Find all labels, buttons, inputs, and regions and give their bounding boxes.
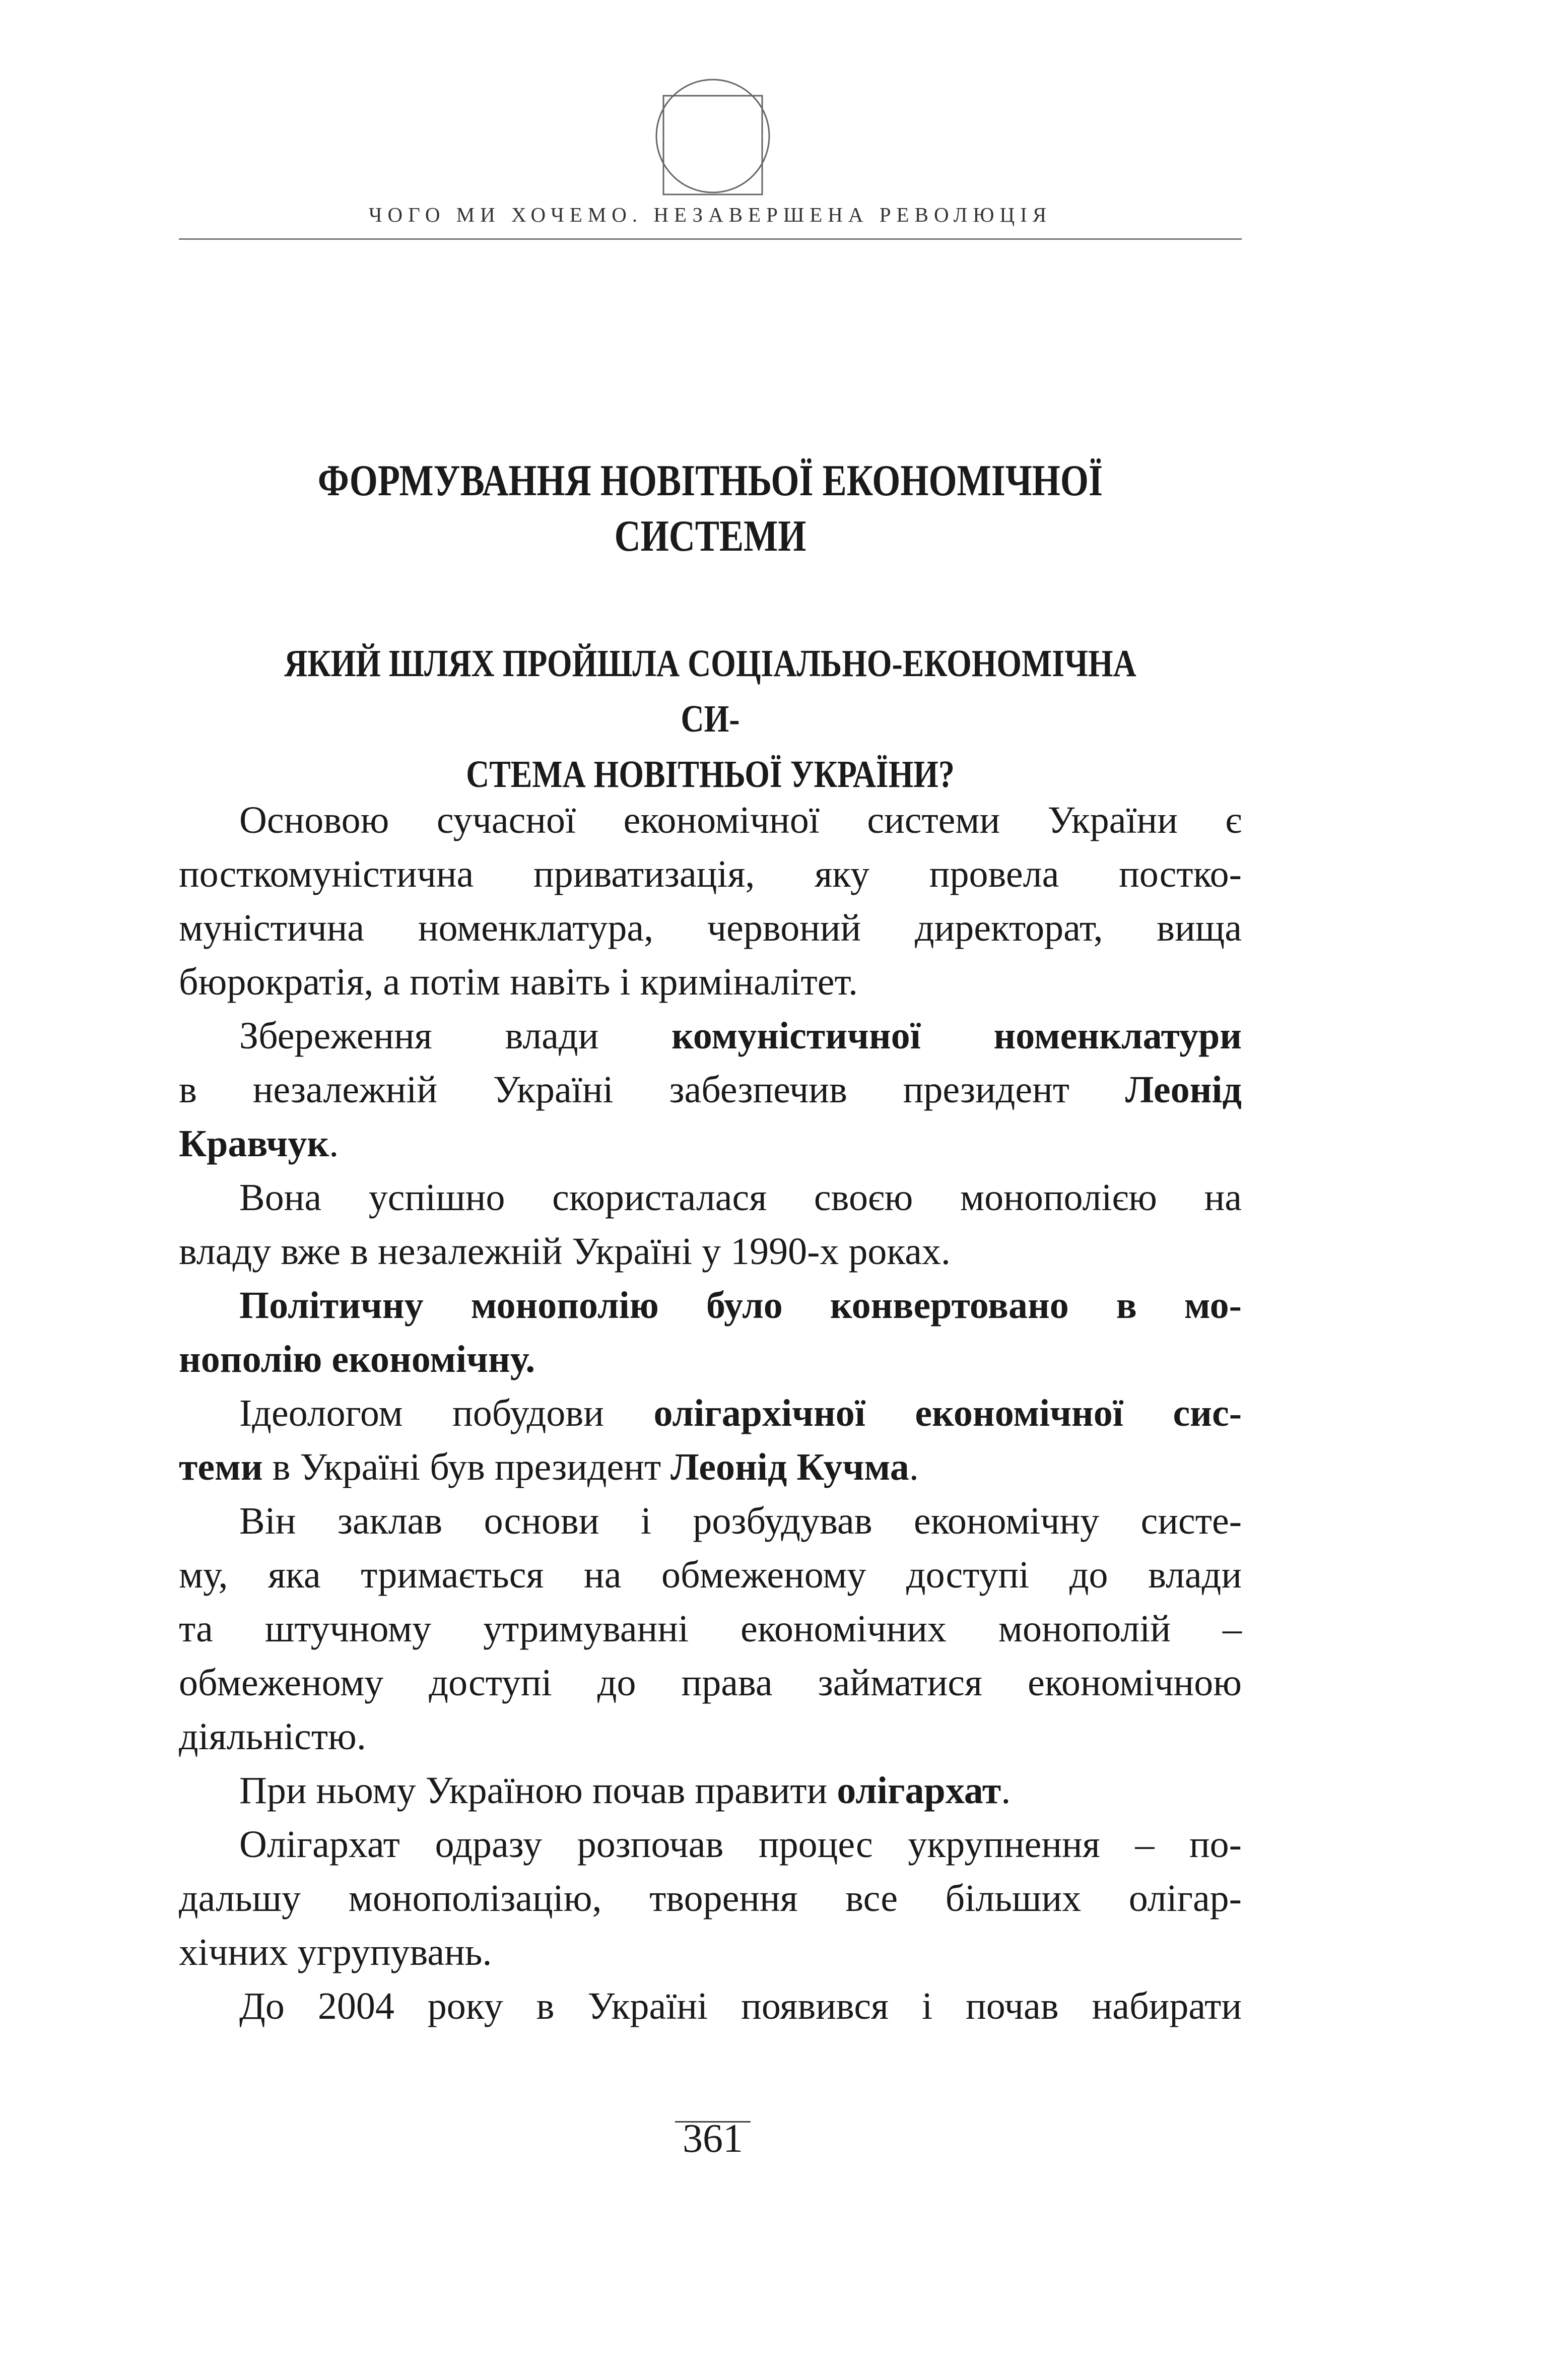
text-line: дальшу монополізацію, творення все більших олігар- [179,1877,1242,1920]
bold-term: олігархічної економічної сис- [653,1392,1242,1434]
chapter-title [275,453,1146,564]
text-line: Він заклав основи і розбудував економічну систе- [239,1500,1242,1542]
bold-term: комуністичної номенклатури [671,1015,1242,1057]
text-line: обмеженому доступі до права займатися економічною [179,1662,1242,1704]
body-text [179,794,1242,2033]
text-line [179,1386,1242,1440]
page-number: 361 [683,2117,743,2161]
text-line [179,1117,1242,1171]
text-run: Збереження влади [239,1015,672,1057]
text-run: в Україні був президент [262,1446,671,1488]
bold-term: теми [179,1446,263,1488]
text-line: му, яка тримається на обмеженому доступі до влади [179,1554,1242,1596]
text-run: . [329,1122,339,1165]
bold-term: Леонід [1125,1069,1242,1111]
bold-term: Кравчук [179,1122,329,1165]
text-line: До 2004 року в Україні появився і почав набирати [239,1985,1242,2027]
text-run: . [1001,1769,1011,1812]
text-line: бюрократія, а потім навіть і криміналітет. [179,961,858,1003]
text-line [179,1063,1242,1117]
text-line: посткомуністична приватизація, яку провела постко- [179,853,1242,895]
text-line [179,1009,1242,1063]
chapter-title-line: ФОРМУВАННЯ НОВІТНЬОЇ ЕКОНОМІЧНОЇ [317,456,1103,505]
text-line: муністична номенклатура, червоний директорат, вища [179,907,1242,949]
text-line: Олігархат одразу розпочав процес укрупнення – по- [239,1823,1242,1866]
chapter-title-line: СИСТЕМИ [614,512,806,561]
text-line: діяльністю. [179,1715,366,1758]
text-line: Політичну монополію було конвертовано в мо- [239,1284,1242,1327]
text-run: в незалежній Україні забезпечив президент [179,1069,1125,1111]
text-line: нополію економічну. [179,1338,535,1380]
section-title-line: ЯКИЙ ШЛЯХ ПРОЙШЛА СОЦІАЛЬНО-ЕКОНОМІЧНА СИ- [284,642,1136,740]
header-rule [179,238,1242,240]
section-title-line: СТЕМА НОВІТНЬОЇ УКРАЇНИ? [466,753,955,796]
text-line: Основою сучасної економічної системи України є [239,799,1242,841]
text-line: владу вже в незалежній Україні у 1990-х роках. [179,1230,951,1273]
text-line: Вона успішно скористалася своєю монополією на [239,1176,1242,1219]
bold-term: олігархат [837,1769,1001,1812]
text-run: При ньому Україною почав правити [239,1769,837,1812]
circle-square-emblem-icon [652,76,773,196]
text-run: Ідеологом побудови [239,1392,654,1434]
text-line [179,1440,1242,1494]
text-line: та штучному утримуванні економічних монополій – [179,1608,1242,1650]
section-title [264,636,1157,802]
running-head: ЧОГО МИ ХОЧЕМО. НЕЗАВЕРШЕНА РЕВОЛЮЦІЯ [368,203,1052,226]
text-line [179,1764,1242,1818]
text-run: . [909,1446,919,1488]
bold-term: Леонід Кучма [670,1446,909,1488]
text-line: хічних угрупувань. [179,1931,492,1973]
